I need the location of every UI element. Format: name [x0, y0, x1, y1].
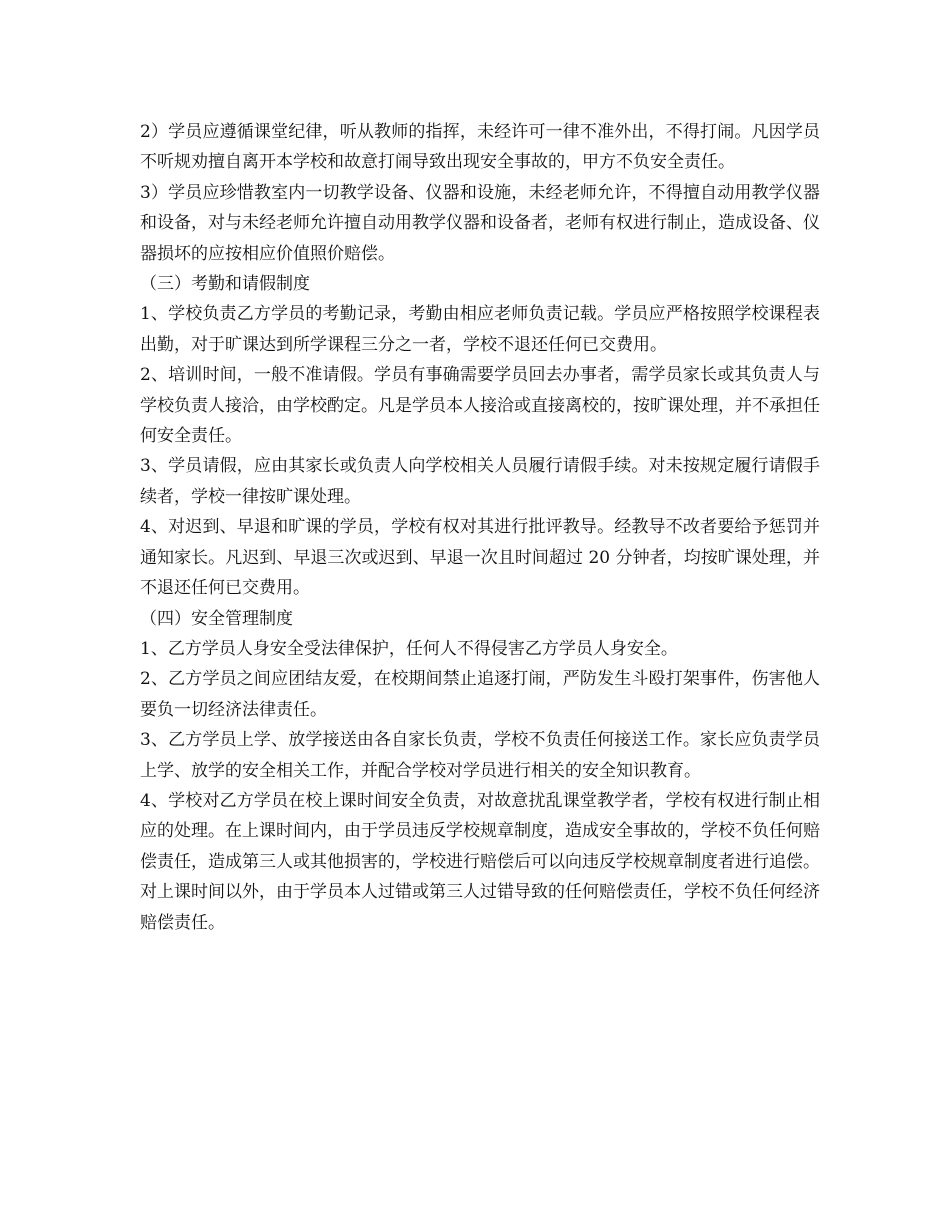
paragraph-rule-3: 3）学员应珍惜教室内一切教学设备、仪器和设施，未经老师允许，不得擅自动用教学仪器和设备，对与未经老师允许擅自动用教学仪器和设备者，老师有权进行制止，造成设备、仪器损坏的应按相应价值照价赔偿。	[140, 182, 820, 264]
section-heading-safety: （四）安全管理制度	[140, 608, 293, 629]
section-heading-attendance: （三）考勤和请假制度	[140, 274, 310, 295]
paragraph-safety-4: 4、学校对乙方学员在校上课时间安全负责，对故意扰乱课堂教学者，学校有权进行制止相应的处理。在上课时间内，由于学员违反学校规章制度，造成安全事故的，学校不负任何赔偿责任，造成第三人或其他损害的，学校进行赔偿后可以向违反学校规章制度者进行追偿。对上课时间以外，由于学员本人过错或第三人过错导致的任何赔偿责任，学校不负任何经济赔偿责任。	[140, 790, 820, 933]
paragraph-attendance-3: 3、学员请假，应由其家长或负责人向学校相关人员履行请假手续。对未按规定履行请假手续者，学校一律按旷课处理。	[140, 456, 820, 507]
paragraph-attendance-1: 1、学校负责乙方学员的考勤记录，考勤由相应老师负责记载。学员应严格按照学校课程表出勤，对于旷课达到所学课程三分之一者，学校不退还任何已交费用。	[140, 304, 820, 355]
paragraph-attendance-4: 4、对迟到、早退和旷课的学员，学校有权对其进行批评教导。经教导不改者要给予惩罚并通知家长。凡迟到、早退三次或迟到、早退一次且时间超过 20 分钟者，均按旷课处理，并不退还任何已交费用。	[140, 517, 820, 599]
paragraph-rule-2: 2）学员应遵循课堂纪律，听从教师的指挥，未经许可一律不准外出，不得打闹。凡因学员不听规劝擅自离开本学校和故意打闹导致出现安全事故的，甲方不负安全责任。	[140, 122, 820, 173]
paragraph-safety-1: 1、乙方学员人身安全受法律保护，任何人不得侵害乙方学员人身安全。	[140, 638, 678, 659]
paragraph-safety-3: 3、乙方学员上学、放学接送由各自家长负责，学校不负责任何接送工作。家长应负责学员上学、放学的安全相关工作，并配合学校对学员进行相关的安全知识教育。	[140, 730, 820, 781]
paragraph-safety-2: 2、乙方学员之间应团结友爱，在校期间禁止追逐打闹，严防发生斗殴打架事件，伤害他人要负一切经济法律责任。	[140, 669, 820, 720]
paragraph-attendance-2: 2、培训时间，一般不准请假。学员有事确需要学员回去办事者，需学员家长或其负责人与学校负责人接洽，由学校酌定。凡是学员本人接洽或直接离校的，按旷课处理，并不承担任何安全责任。	[140, 365, 820, 447]
document-body	[140, 117, 820, 938]
